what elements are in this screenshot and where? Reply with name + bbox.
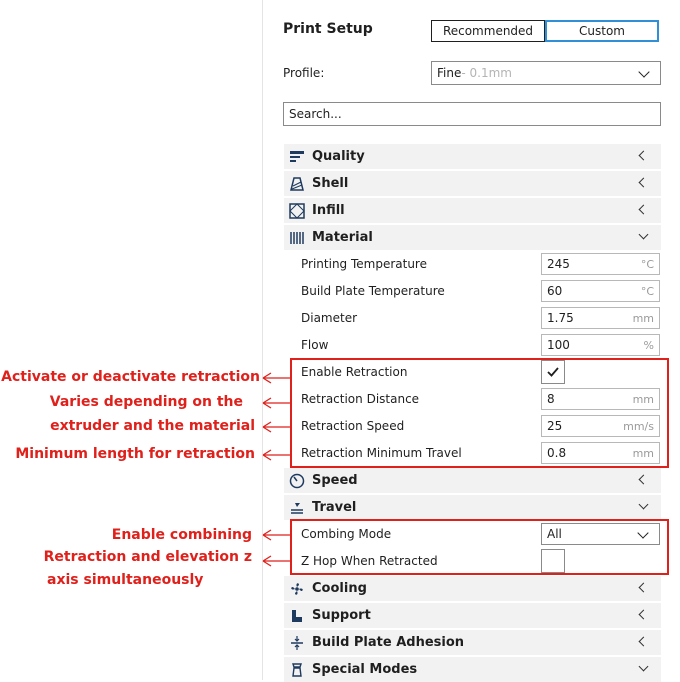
- profile-sub-value: - 0.1mm: [461, 66, 512, 80]
- recommended-mode-button[interactable]: Recommended: [431, 20, 545, 42]
- combing-mode-label: Combing Mode: [301, 527, 392, 541]
- custom-mode-button[interactable]: Custom: [545, 20, 659, 42]
- annotation-z-hop-line2: axis simultaneously: [47, 572, 204, 588]
- arrow-icon: [263, 450, 290, 460]
- category-label: Speed: [312, 473, 358, 488]
- field-unit: °C: [640, 257, 654, 271]
- category-label: Material: [312, 230, 373, 245]
- arrow-icon: [263, 530, 290, 540]
- retraction-speed-label: Retraction Speed: [301, 419, 405, 433]
- field-unit: %: [643, 338, 654, 352]
- annotation-z-hop-line1: Retraction and elevation z: [43, 549, 252, 565]
- arrow-icon: [263, 422, 290, 432]
- field-unit: mm: [632, 311, 654, 325]
- arrow-icon: [263, 556, 290, 566]
- diameter-label: Diameter: [301, 311, 358, 325]
- annotation-enable-combing: Enable combining: [111, 527, 252, 543]
- field-unit: mm: [632, 446, 654, 460]
- flow-label: Flow: [301, 338, 329, 352]
- arrow-icon: [263, 373, 290, 383]
- combing-mode-value: All: [547, 527, 562, 541]
- category-label: Infill: [312, 203, 345, 218]
- category-label: Cooling: [312, 581, 367, 596]
- field-value: 25: [547, 419, 563, 433]
- field-value: 1.75: [547, 311, 574, 325]
- retraction-distance-label: Retraction Distance: [301, 392, 420, 406]
- panel-title: Print Setup: [283, 21, 373, 37]
- field-value: 100: [547, 338, 570, 352]
- field-unit: mm: [632, 392, 654, 406]
- category-label: Travel: [312, 500, 357, 515]
- field-value: 60: [547, 284, 563, 298]
- profile-label: Profile:: [283, 66, 325, 80]
- field-value: 0.8: [547, 446, 567, 460]
- retraction-minimum-travel-label: Retraction Minimum Travel: [301, 446, 462, 460]
- category-label: Quality: [312, 149, 365, 164]
- category-label: Support: [312, 608, 371, 623]
- printing-temperature-label: Printing Temperature: [301, 257, 427, 271]
- profile-value: Fine: [437, 66, 462, 80]
- category-label: Special Modes: [312, 662, 418, 677]
- category-label: Shell: [312, 176, 349, 191]
- field-value: 8: [547, 392, 555, 406]
- annotation-enable-retraction: Activate or deactivate retraction: [1, 369, 260, 385]
- field-unit: mm/s: [623, 419, 654, 433]
- arrow-icon: [263, 398, 290, 408]
- annotation-minimum-length: Minimum length for retraction: [15, 446, 255, 462]
- build-plate-temperature-label: Build Plate Temperature: [301, 284, 445, 298]
- field-value: 245: [547, 257, 570, 271]
- category-label: Build Plate Adhesion: [312, 635, 465, 650]
- field-unit: °C: [640, 284, 654, 298]
- z-hop-label: Z Hop When Retracted: [301, 554, 438, 568]
- enable-retraction-label: Enable Retraction: [301, 365, 408, 379]
- annotation-varies-line2: extruder and the material: [50, 418, 255, 434]
- annotation-varies-line1: Varies depending on the: [49, 394, 243, 410]
